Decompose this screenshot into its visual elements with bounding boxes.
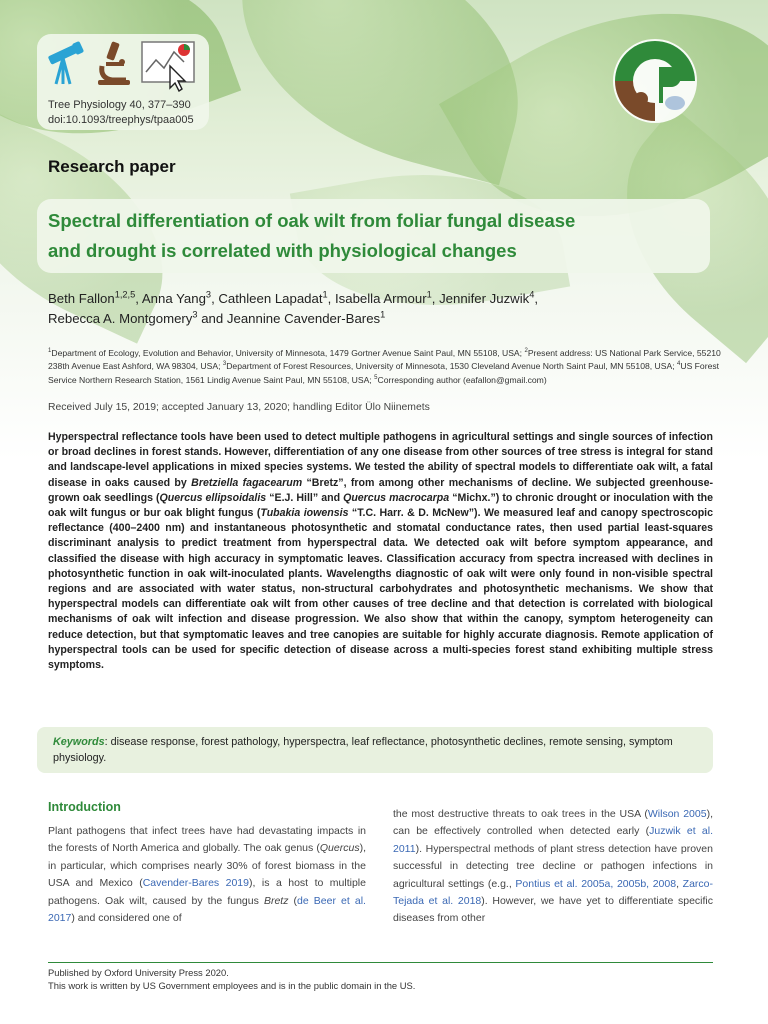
species-name: Quercus ellipsoidalis [159, 491, 267, 504]
body-text: ). Hyperspectral methods of plant stress detection have proven successful in detecting tree decline or pathogen infections in agricultural settings (e.g., [393, 842, 713, 890]
affil-number: 1 [48, 348, 52, 355]
author-affil: 4 [529, 289, 535, 300]
author-name: Anna Yang [141, 291, 206, 306]
abstract [48, 430, 713, 673]
body-text: , [676, 877, 683, 890]
affil-text: Corresponding author (eafallon@gmail.com) [377, 374, 547, 385]
author-affil: 3 [205, 289, 212, 300]
keywords [53, 734, 708, 766]
author-name: Jennifer Juzwik [439, 291, 530, 306]
author-name: Beth Fallon [48, 291, 115, 306]
body-text: ) and considered one of [71, 912, 182, 925]
citation-link[interactable]: Cavender-Bares 2019 [142, 877, 249, 890]
journal-logo [611, 37, 699, 125]
affil-text: US Forest Service Northern Research Station, 1561 Lindig Avenue Saint Paul, MN 55108, USA; [48, 361, 720, 385]
journal-volume: Tree Physiology 40, 377–390 [48, 99, 191, 111]
body-text: ), can be effectively controlled when detected early ( [393, 808, 713, 838]
affil-number: 2 [524, 348, 528, 355]
article-title [48, 206, 698, 266]
author-affil: 1,2,5 [114, 289, 136, 300]
body-text: ), in particular, which comprises nearly 30% of forest biomass in the USA and Mexico ( [48, 842, 366, 890]
section-heading-introduction: Introduction [48, 800, 121, 814]
author-name: Jeannine Cavender-Bares [226, 311, 381, 326]
affil-number: 3 [222, 361, 227, 368]
affil-text: Department of Ecology, Evolution and Behavior, University of Minnesota, 1479 Gortner Avenue Saint Paul, MN 55108, USA; [51, 348, 523, 358]
author-affil: 3 [192, 309, 198, 320]
keywords-text: : disease response, forest pathology, hyperspectra, leaf reflectance, photosynthetic declines, remote sensing, symptom physiology. [53, 736, 673, 764]
microscope-icon [92, 40, 136, 86]
section-label: Research paper [48, 157, 176, 176]
body-text: the most destructive threats to oak trees in the USA ( [393, 808, 648, 820]
body-column-right [393, 806, 713, 928]
affil-number: 4 [677, 361, 681, 368]
received-dates: Received July 15, 2019; accepted January 13, 2020; handling Editor Ülo Niinemets [48, 402, 430, 413]
publisher-note: Published by Oxford University Press 2020. [48, 967, 229, 978]
body-column-left [48, 823, 366, 927]
affiliations [48, 347, 728, 387]
journal-doi[interactable]: doi:10.1093/treephys/tpaa005 [48, 114, 194, 126]
citation-link[interactable]: de Beer et al. 2017 [48, 894, 366, 925]
telescope-icon [44, 40, 86, 86]
species-name: Tubakia iowensis [260, 507, 349, 520]
body-text: ( [288, 894, 298, 907]
citation-link[interactable]: Pontius et al. 2005a, 2005b, 2008 [515, 877, 677, 890]
abstract-text: “T.C. Harr. & D. McNew”). We measured leaf and canopy spectroscopic reflectance (400–2400 nm) and instantaneous photosynthetic and stomatal conductance rates, then used partial least-squares discriminant analysis to predict treatment from hyperspectral data. We detected oak wilt before symptom appearance, and classified the disease with high accuracy in symptomatic leaves. Classification accuracy from spectra increased with declines in photosynthetic function in oak wilt-inoculated plants. Wavelengths diagnostic of oak wilt were only found in non-visible spectral regions and are associated with water status, non-structural carbohydrates and photosynthetic mechanisms. We show that hyperspectral models can differentiate oak wilt from other causes of tree decline and that detection is correlated with biological mechanisms of oak wilt infection and disease progression. We also show that within the canopy, symptom heterogeneity can reduce detection, but that symptomatic leaves and tree canopies are suitable for highly accurate diagnosis. Remote application of hyperspectral tools can be used for specific detection of disease across a multi-species forest stand exhibiting multiple stress symptoms. [48, 507, 713, 672]
body-text: ). However, we have yet to differentiate specific diseases from other [393, 895, 714, 925]
citation-link[interactable]: Juzwik et al. 2011 [393, 825, 714, 855]
author-name: Rebecca A. Montgomery [48, 311, 193, 326]
license-note: This work is written by US Government employees and is in the public domain in the US. [48, 980, 416, 991]
affil-text: Department of Forest Resources, University of Minnesota, 1530 Cleveland Avenue North Saint Paul, MN 55108, USA; [226, 361, 675, 372]
author-name: Isabella Armour [334, 291, 427, 306]
body-text: ), is a host to multiple pathogens. Oak wilt, caused by the fungus [48, 877, 366, 907]
journal-citation [48, 98, 194, 128]
citation-link[interactable]: Zarco-Tejada et al. 2018 [393, 877, 713, 908]
author-name: Cathleen Lapadat [218, 291, 323, 306]
author-affil: 1 [322, 289, 328, 300]
author-affil: 1 [426, 289, 432, 300]
footer [48, 966, 415, 992]
author-affil: 1 [380, 309, 386, 320]
species-name: Quercus macrocarpa [343, 491, 450, 504]
body-italic: Bretz [263, 894, 289, 907]
citation-link[interactable]: Wilson 2005 [647, 808, 707, 820]
abstract-text: Hyperspectral reflectance tools have been used to detect multiple pathogens in agricultural settings and single sources of infection or broad declines in forest stands. However, differentiation of any one disease from other sources of tree stress is integral for stand and landscape-level applications in mixed species systems. We tested the ability of spectral models to differentiate oak wilt, a fatal disease in oaks caused by [48, 431, 713, 489]
abstract-text: “Bretz”, from among other mechanisms of decline. We subjected greenhouse-grown oak seedlings ( [48, 476, 713, 504]
abstract-text: “E.J. Hill” and [266, 491, 344, 504]
author-conjunction: and [201, 311, 224, 326]
body-italic: Quercus [319, 842, 360, 855]
title-line: Spectral differentiation of oak wilt from foliar fungal disease [48, 210, 576, 231]
body-text: Plant pathogens that infect trees have had devastating impacts in the forests of North America and globally. The oak genus ( [48, 825, 366, 855]
affil-number: 5 [374, 374, 378, 381]
title-line: and drought is correlated with physiological changes [48, 240, 517, 261]
chart-cursor-icon [140, 40, 198, 92]
abstract-text: “Michx.”) to chronic drought or inoculation with the oak wilt fungus or bur oak blight fungus ( [48, 491, 713, 520]
keywords-label: Keywords [53, 736, 105, 748]
footer-divider [48, 962, 713, 963]
species-name: Bretziella fagacearum [191, 476, 303, 489]
author-list: Beth Fallon$^{1,2,5}$, Anna Yang$^3$, Cathleen Lapadat$^1$, Isabella Armour$^1$, Jennifer Juzwik$^4$, Rebecca A. Montgomery$^3$ and Jeannine Cavender-Bares$^1$ [48, 289, 539, 326]
affil-text: Present address: US National Park Service, 55210 238th Avenue East Ashford, WA 98304, USA; [48, 348, 721, 372]
